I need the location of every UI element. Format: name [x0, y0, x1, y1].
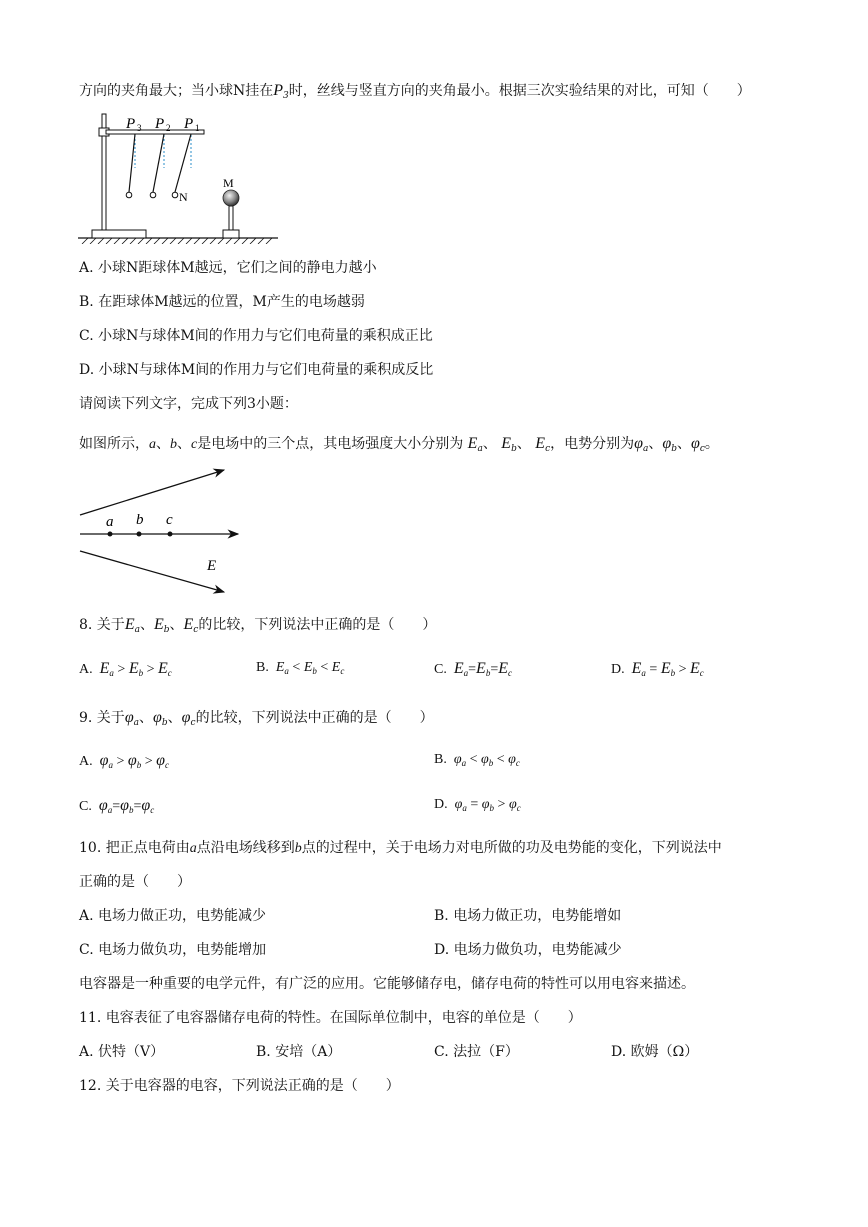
label-p1-sub: 1 [195, 123, 200, 133]
capacitor-intro: 电容器是一种重要的电学元件，有广泛的应用。它能够储存电，储存电荷的特性可以用电容来描述。 [79, 976, 695, 992]
point-a-label: a [106, 514, 114, 530]
q10-option-c[interactable]: C. 电场力做负功，电势能增加 [79, 942, 267, 958]
intro-line: 方向的夹角最大；当小球N挂在$P_3$时，丝线与竖直方向的夹角最小。根据三次实验结果的对比，可知（ ） [79, 82, 751, 101]
q11-option-a[interactable]: A. 伏特（V） [79, 1044, 165, 1060]
q12-stem: 12. 关于电容器的电容，下列说法正确的是（ ） [79, 1078, 400, 1094]
label-p2-sub: 2 [166, 123, 171, 133]
label-n: N [179, 190, 188, 204]
label-m: M [223, 176, 234, 190]
q9-option-a[interactable]: A. $\varphi_a > \varphi_b > \varphi_c$ [79, 752, 170, 770]
q8-option-b[interactable]: B. $E_a < E_b < E_c$ [256, 660, 345, 676]
q9-option-d[interactable]: D. $\varphi_a = \varphi_b > \varphi_c$ [434, 797, 521, 813]
ball-at-p3 [126, 192, 132, 198]
ball-n [172, 192, 178, 198]
q7-option-d[interactable]: D. 小球N与球体M间的作用力与它们电荷量的乘积成反比 [79, 362, 434, 378]
q10-option-a[interactable]: A. 电场力做正功，电势能减少 [79, 908, 267, 924]
field-label-e: E [207, 558, 217, 574]
label-p1: P [184, 116, 194, 132]
q8-option-c[interactable]: C. $E_a=E_b=E_c$ [434, 660, 512, 678]
sphere-m [223, 190, 239, 206]
q8-option-d[interactable]: D. $E_a = E_b > E_c$ [611, 660, 704, 678]
label-p3: P [126, 116, 136, 132]
q9-option-c[interactable]: C. $\varphi_a=\varphi_b=\varphi_c$ [79, 797, 155, 815]
label-p2: P [155, 116, 165, 132]
read-prompt: 请阅读下列文字，完成下列3小题： [79, 396, 298, 412]
q11-option-b[interactable]: B. 安培（A） [256, 1044, 342, 1060]
q10-stem-line2: 正确的是（ ） [79, 874, 191, 890]
q9-stem: 9. 关于$\varphi_a$、$\varphi_b$、$\varphi_c$的比较，下列说法中正确的是（ ） [79, 709, 434, 728]
q8-stem: 8. 关于$E_a$、$E_b$、$E_c$的比较，下列说法中正确的是（ ） [79, 616, 437, 635]
point-b-label: b [136, 512, 144, 528]
field-intro: 如图所示，a、b、c是电场中的三个点，其电场强度大小分别为 $E_a$、 $E_b$、 $E_c$，电势分别为$\varphi_a$、$\varphi_b$、$\varphi_c$。 [79, 435, 719, 454]
q10-stem-line1: 10. 把正点电荷由a点沿电场线移到b点的过程中，关于电场力对电所做的功及电势能的变化，下列说法中 [79, 840, 722, 856]
q8-option-a[interactable]: A. $E_a > E_b > E_c$ [79, 660, 172, 678]
q7-option-c[interactable]: C. 小球N与球体M间的作用力与它们电荷量的乘积成正比 [79, 328, 433, 344]
q11-option-c[interactable]: C. 法拉（F） [434, 1044, 519, 1060]
q10-option-b[interactable]: B. 电场力做正功，电势能增如 [434, 908, 622, 924]
q7-option-a[interactable]: A. 小球N距球体M越远，它们之间的静电力越小 [79, 260, 377, 276]
label-p3-sub: 3 [137, 123, 142, 133]
ball-at-p2 [150, 192, 156, 198]
electric-field-figure [78, 465, 248, 595]
p3-symbol: P [273, 82, 284, 99]
q9-option-b[interactable]: B. $\varphi_a < \varphi_b < \varphi_c$ [434, 752, 520, 768]
q11-option-d[interactable]: D. 欧姆（Ω） [611, 1044, 699, 1060]
coulomb-experiment-figure [78, 108, 310, 244]
q11-stem: 11. 电容表征了电容器储存电荷的特性。在国际单位制中，电容的单位是（ ） [79, 1010, 582, 1026]
q7-option-b[interactable]: B. 在距球体M越远的位置，M产生的电场越弱 [79, 294, 365, 310]
q10-option-d[interactable]: D. 电场力做负功，电势能减少 [434, 942, 622, 958]
point-c-label: c [166, 512, 173, 528]
